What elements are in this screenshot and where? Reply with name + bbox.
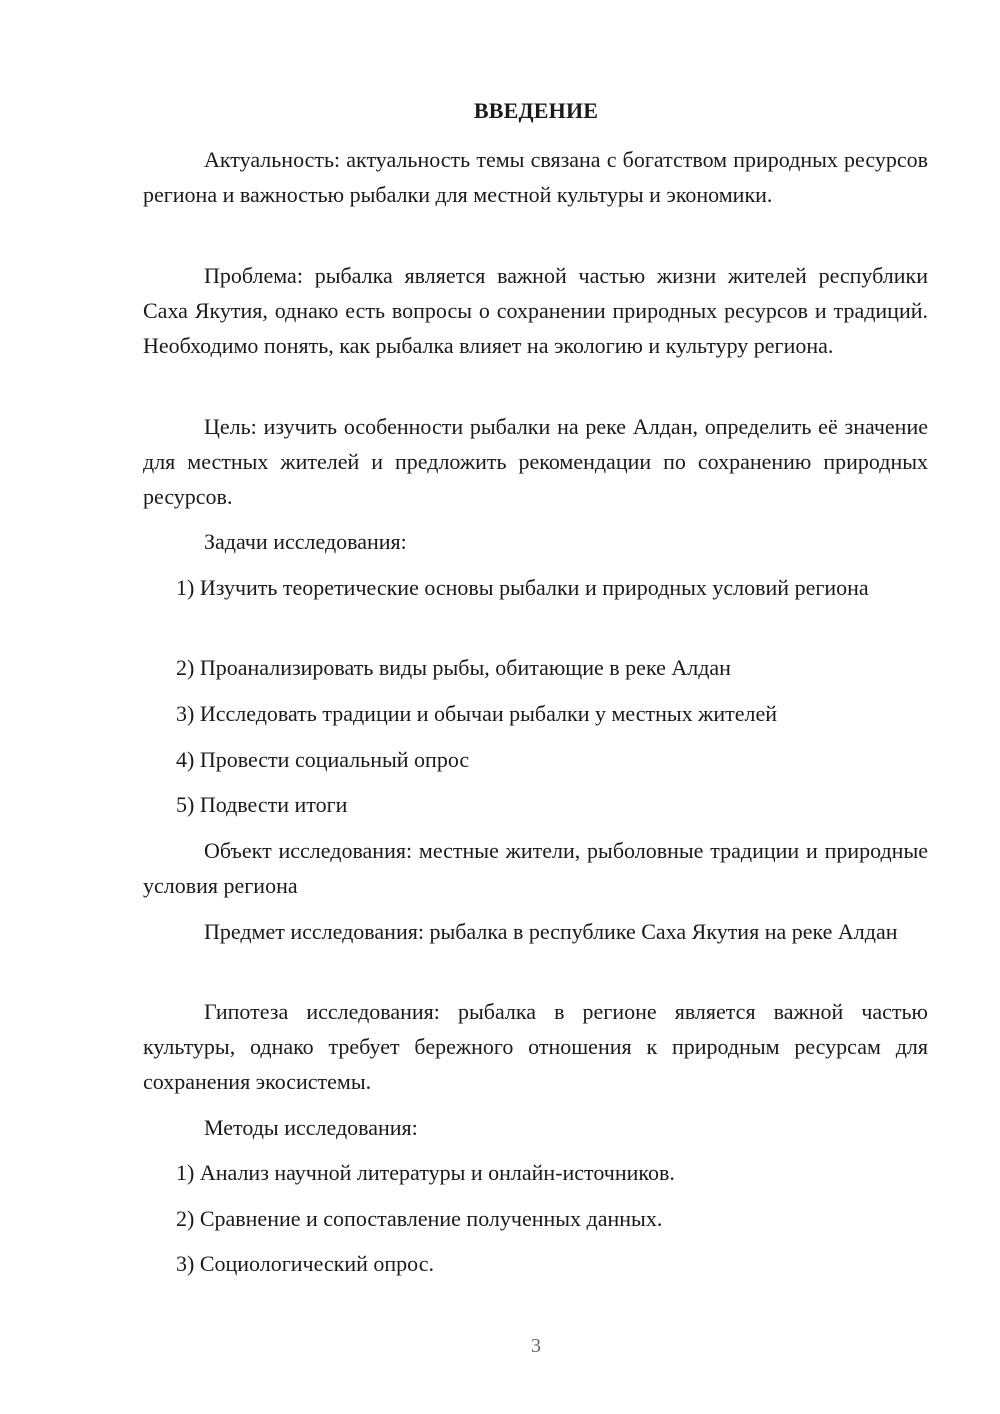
method-item [143, 1155, 928, 1190]
method-item-1: 1) Анализ научной литературы и онлайн-источников. [176, 1160, 675, 1185]
tasks-heading: Задачи исследования: [204, 529, 407, 554]
methods-heading: Методы исследования: [204, 1115, 418, 1140]
method-item [143, 1246, 928, 1281]
methods-heading-block [143, 1110, 928, 1145]
relevance-text: Актуальность: актуальность темы связана с богатством природных ресурсов региона и важностью рыбалки для местной культуры и экономики. [143, 147, 928, 207]
task-item-3: 3) Исследовать традиции и обычаи рыбалки у местных жителей [176, 701, 778, 726]
goal-paragraph [143, 409, 928, 514]
relevance-paragraph [143, 142, 928, 212]
hypothesis-text: Гипотеза исследования: рыбалка в регионе является важной частью культуры, однако требует бережного отношения к природным ресурсам для сохранения экосистемы. [143, 999, 928, 1094]
hypothesis-paragraph [143, 994, 928, 1099]
method-item-3: 3) Социологический опрос. [176, 1251, 434, 1276]
task-item [143, 787, 928, 822]
subject-text: Предмет исследования: рыбалка в республике Саха Якутия на реке Алдан [204, 919, 898, 944]
task-item [143, 650, 928, 685]
goal-text: Цель: изучить особенности рыбалки на реке Алдан, определить её значение для местных жителей и предложить рекомендации по сохранению природных ресурсов. [143, 414, 928, 509]
task-item-2: 2) Проанализировать виды рыбы, обитающие в реке Алдан [176, 655, 731, 680]
task-item [143, 570, 928, 605]
object-text: Объект исследования: местные жители, рыболовные традиции и природные условия региона [143, 838, 928, 898]
method-item-2: 2) Сравнение и сопоставление полученных данных. [176, 1206, 663, 1231]
section-title: ВВЕДЕНИЕ [473, 98, 599, 123]
task-item-1: 1) Изучить теоретические основы рыбалки и природных условий региона [176, 575, 869, 600]
task-item [143, 696, 928, 731]
task-item [143, 742, 928, 777]
page-number: 3 [531, 1335, 541, 1357]
problem-text: Проблема: рыбалка является важной частью жизни жителей республики Саха Якутия, однако есть вопросы о сохранении природных ресурсов и традиций. Необходимо понять, как рыбалка влияет на экологию и культуру региона. [143, 263, 928, 358]
problem-paragraph [143, 258, 928, 363]
tasks-heading-block [143, 524, 928, 559]
task-item-5: 5) Подвести итоги [176, 792, 348, 817]
method-item [143, 1201, 928, 1236]
subject-paragraph [143, 914, 928, 949]
task-item-4: 4) Провести социальный опрос [176, 747, 470, 772]
object-paragraph [143, 833, 928, 903]
